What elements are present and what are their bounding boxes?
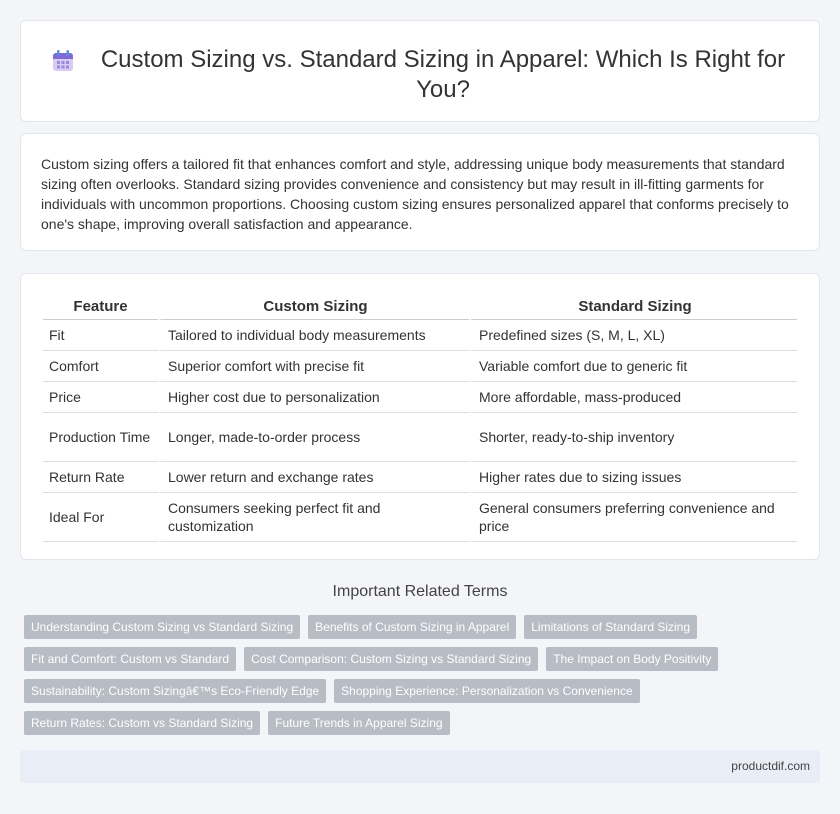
header-feature: Feature: [43, 294, 158, 320]
calendar-icon: [51, 49, 75, 73]
comparison-table-card: [20, 273, 820, 560]
page-title: Custom Sizing vs. Standard Sizing in Apparel: Which Is Right for You?: [100, 46, 786, 103]
footer: [20, 750, 820, 783]
intro-paragraph: Custom sizing offers a tailored fit that enhances comfort and style, addressing unique body measurements that standard sizing often overlooks. Standard sizing provides convenience and consistency but may result in ill-fitting garments for individuals with uncommon proportions. Choosing custom sizing ensures personalized apparel that conforms precisely to one's shape, improving overall satisfaction and appearance.: [41, 156, 789, 232]
table-row: [43, 382, 797, 413]
table-header-row: [43, 294, 797, 320]
table-cell: Ideal For: [43, 493, 158, 542]
table-cell: Longer, made-to-order process: [158, 413, 469, 462]
related-term-tag[interactable]: Understanding Custom Sizing vs Standard Sizing: [24, 615, 300, 639]
table-cell: Consumers seeking perfect fit and customization: [158, 493, 469, 542]
header-standard-sizing: Standard Sizing: [469, 294, 797, 320]
header-custom-sizing: Custom Sizing: [158, 294, 469, 320]
table-cell: Tailored to individual body measurements: [158, 320, 469, 351]
tag-row: [24, 615, 824, 639]
table-cell: Return Rate: [43, 462, 158, 493]
related-term-tag[interactable]: Future Trends in Apparel Sizing: [268, 711, 449, 735]
related-term-tag[interactable]: Shopping Experience: Personalization vs Convenience: [334, 679, 640, 703]
related-term-tag[interactable]: Cost Comparison: Custom Sizing vs Standard Sizing: [244, 647, 538, 671]
comparison-table: [43, 294, 797, 542]
table-cell: Predefined sizes (S, M, L, XL): [469, 320, 797, 351]
tag-row: [24, 647, 824, 671]
tag-row: [24, 711, 824, 735]
table-cell: Higher rates due to sizing issues: [469, 462, 797, 493]
related-terms-title: Important Related Terms: [332, 583, 508, 600]
table-cell: Fit: [43, 320, 158, 351]
intro-card: [20, 133, 820, 251]
table-cell: General consumers preferring convenience and price: [469, 493, 797, 542]
table-cell: Shorter, ready-to-ship inventory: [469, 413, 797, 462]
table-cell: Superior comfort with precise fit: [158, 351, 469, 382]
table-cell: Comfort: [43, 351, 158, 382]
table-cell: Price: [43, 382, 158, 413]
table-row: [43, 320, 797, 351]
related-term-tag[interactable]: Benefits of Custom Sizing in Apparel: [308, 615, 516, 639]
tag-row: [24, 679, 824, 703]
table-cell: Higher cost due to personalization: [158, 382, 469, 413]
header-card: [20, 20, 820, 122]
related-term-tag[interactable]: Sustainability: Custom Sizingâ€™s Eco-Friendly Edge: [24, 679, 326, 703]
table-row: [43, 351, 797, 382]
table-row: [43, 462, 797, 493]
related-terms: [24, 615, 824, 743]
table-cell: Variable comfort due to generic fit: [469, 351, 797, 382]
footer-site-name[interactable]: productdif.com: [731, 759, 810, 773]
related-term-tag[interactable]: Return Rates: Custom vs Standard Sizing: [24, 711, 260, 735]
table-cell: Production Time: [43, 413, 158, 462]
table-row: [43, 493, 797, 542]
table-cell: Lower return and exchange rates: [158, 462, 469, 493]
related-term-tag[interactable]: Fit and Comfort: Custom vs Standard: [24, 647, 236, 671]
table-row: [43, 413, 797, 462]
table-cell: More affordable, mass-produced: [469, 382, 797, 413]
related-term-tag[interactable]: The Impact on Body Positivity: [546, 647, 718, 671]
related-term-tag[interactable]: Limitations of Standard Sizing: [524, 615, 697, 639]
